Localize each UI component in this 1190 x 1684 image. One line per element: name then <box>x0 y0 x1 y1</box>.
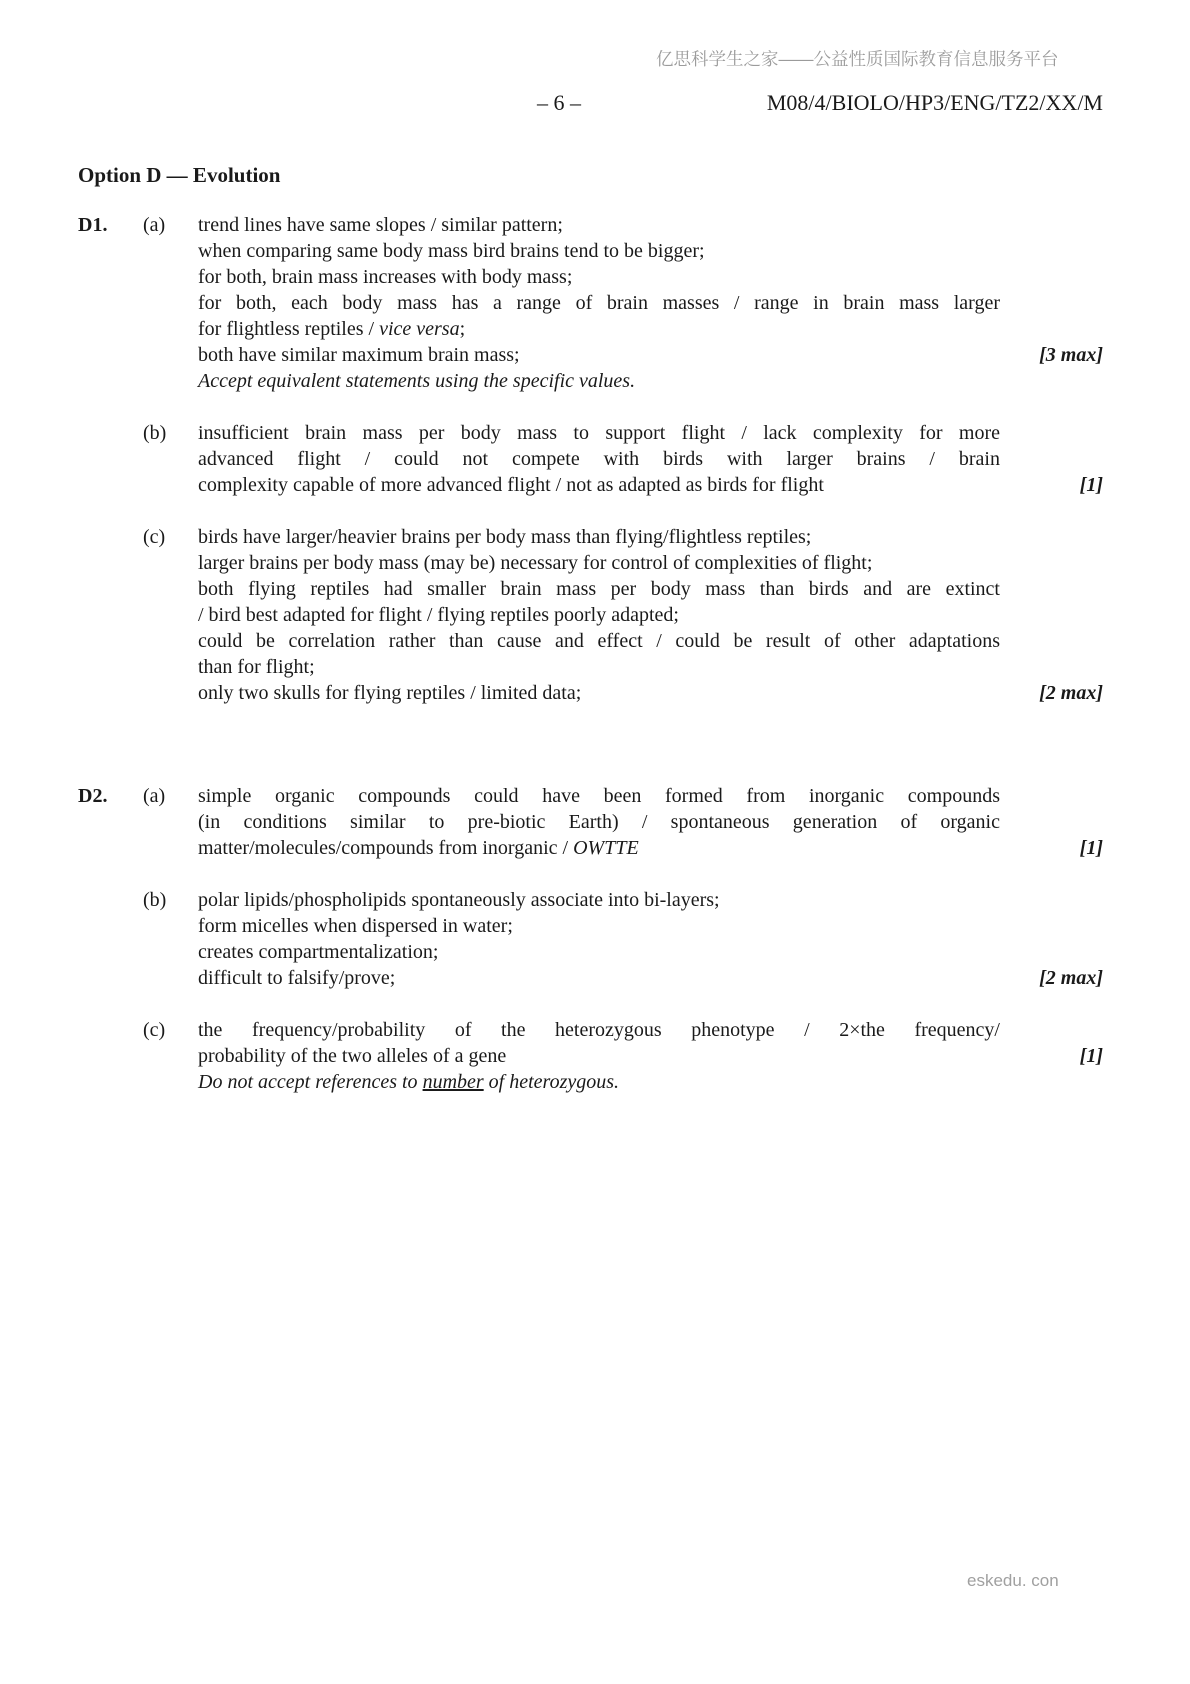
answer-part <box>143 524 1103 706</box>
answer-segment: advanced flight / could not compete with birds with larger brains / brain <box>198 448 1000 470</box>
answer-line <box>198 550 1103 576</box>
question <box>78 212 1103 732</box>
answer-line <box>198 342 1103 368</box>
answer-text <box>198 835 1000 861</box>
part-letter: (c) <box>143 526 166 548</box>
answer-segment: both have similar maximum brain mass; <box>198 344 520 366</box>
answer-part <box>143 887 1103 991</box>
answer-segment: both flying reptiles had smaller brain mass per body mass than birds and are extinct <box>198 578 1000 600</box>
answer-text <box>198 212 1000 238</box>
answer-text <box>198 472 1000 498</box>
mark-badge: [1] <box>1079 1045 1103 1067</box>
answer-text <box>198 1043 1000 1069</box>
answer-line <box>198 420 1103 446</box>
answer-line <box>198 887 1103 913</box>
answer-line <box>198 290 1103 316</box>
answer-line <box>198 238 1103 264</box>
answer-segment: vice versa <box>379 318 460 340</box>
answer-text <box>198 680 1000 706</box>
answer-text <box>198 783 1000 809</box>
part-answers <box>198 783 1103 861</box>
answer-segment: trend lines have same slopes / similar pattern; <box>198 214 563 236</box>
answer-segment: larger brains per body mass (may be) necessary for control of complexities of flight; <box>198 552 873 574</box>
answer-segment: insufficient brain mass per body mass to support flight / lack complexity for more <box>198 422 1000 444</box>
answer-part <box>143 783 1103 861</box>
answer-segment: (in conditions similar to pre-biotic Earth) / spontaneous generation of organic <box>198 811 1000 833</box>
answer-text <box>198 939 1000 965</box>
answer-line <box>198 654 1103 680</box>
question <box>78 783 1103 1121</box>
header-site-note: 亿思科学生之家——公益性质国际教育信息服务平台 <box>656 49 1059 69</box>
answer-text <box>198 446 1000 472</box>
part-letter: (b) <box>143 889 167 911</box>
question-number: D1. <box>78 214 108 236</box>
mark-badge: [2 max] <box>1039 967 1103 989</box>
part-answers <box>198 1017 1103 1095</box>
question-parts <box>143 783 1103 1121</box>
answer-text <box>198 524 1000 550</box>
watermark: eskedu. con <box>967 1571 1059 1590</box>
answer-text <box>198 913 1000 939</box>
mark-badge: [1] <box>1079 474 1103 496</box>
part-answers <box>198 524 1103 706</box>
question-number: D2. <box>78 785 108 807</box>
answer-line <box>198 1017 1103 1043</box>
answer-text <box>198 809 1000 835</box>
questions <box>78 212 1103 1121</box>
answer-segment: only two skulls for flying reptiles / limited data; <box>198 682 582 704</box>
answer-line <box>198 939 1103 965</box>
answer-segment: birds have larger/heavier brains per body mass than flying/flightless reptiles; <box>198 526 812 548</box>
paper-code: M08/4/BIOLO/HP3/ENG/TZ2/XX/M <box>766 90 1103 115</box>
answer-segment: for flightless reptiles / <box>198 318 380 340</box>
answer-text <box>198 264 1000 290</box>
answer-text <box>198 290 1000 316</box>
answer-segment: Do not accept references to <box>198 1071 423 1093</box>
answer-segment: Accept equivalent statements using the specific values. <box>198 370 636 392</box>
markscheme-content <box>78 162 1103 1172</box>
answer-segment: of heterozygous. <box>483 1071 620 1093</box>
answer-text <box>198 550 1000 576</box>
answer-line <box>198 368 1103 394</box>
answer-text <box>198 965 1000 991</box>
answer-line <box>198 472 1103 498</box>
answer-part <box>143 212 1103 394</box>
answer-line <box>198 602 1103 628</box>
answer-text <box>198 1017 1000 1043</box>
answer-segment: / bird best adapted for flight / flying reptiles poorly adapted; <box>198 604 679 626</box>
answer-text <box>198 316 1000 342</box>
answer-segment: creates compartmentalization; <box>198 941 439 963</box>
answer-text <box>198 342 1000 368</box>
page-number: – 6 – <box>537 90 581 115</box>
part-letter: (a) <box>143 785 166 807</box>
part-letter: (c) <box>143 1019 166 1041</box>
answer-text <box>198 887 1000 913</box>
answer-segment: simple organic compounds could have been formed from inorganic compounds <box>198 785 1000 807</box>
answer-text <box>198 576 1000 602</box>
answer-line <box>198 446 1103 472</box>
answer-part <box>143 420 1103 498</box>
answer-line <box>198 212 1103 238</box>
question-parts <box>143 212 1103 732</box>
answer-segment: difficult to falsify/prove; <box>198 967 396 989</box>
answer-line <box>198 965 1103 991</box>
part-answers <box>198 887 1103 991</box>
answer-text <box>198 654 1000 680</box>
answer-text <box>198 602 1000 628</box>
answer-line <box>198 680 1103 706</box>
answer-text <box>198 420 1000 446</box>
answer-text <box>198 238 1000 264</box>
part-letter: (a) <box>143 214 166 236</box>
answer-segment: ; <box>459 318 466 340</box>
answer-segment: for both, brain mass increases with body mass; <box>198 266 573 288</box>
mark-badge: [1] <box>1079 837 1103 859</box>
part-answers <box>198 212 1103 394</box>
answer-segment: polar lipids/phospholipids spontaneously associate into bi-layers; <box>198 889 720 911</box>
answer-segment: could be correlation rather than cause and effect / could be result of other adaptations <box>198 630 1000 652</box>
answer-segment: OWTTE <box>573 837 639 859</box>
answer-segment: when comparing same body mass bird brains tend to be bigger; <box>198 240 705 262</box>
answer-line <box>198 524 1103 550</box>
part-letter: (b) <box>143 422 167 444</box>
part-answers <box>198 420 1103 498</box>
answer-line <box>198 783 1103 809</box>
answer-segment: matter/molecules/compounds from inorganic / <box>198 837 574 859</box>
answer-segment: number <box>422 1071 484 1093</box>
answer-line <box>198 576 1103 602</box>
answer-line <box>198 1043 1103 1069</box>
answer-segment: complexity capable of more advanced flight / not as adapted as birds for flight <box>198 474 824 496</box>
mark-badge: [2 max] <box>1039 682 1103 704</box>
answer-line <box>198 835 1103 861</box>
answer-text <box>198 368 1000 394</box>
answer-text <box>198 1069 1000 1095</box>
section-heading: Option D — Evolution <box>78 163 281 187</box>
answer-line <box>198 264 1103 290</box>
answer-part <box>143 1017 1103 1095</box>
answer-segment: the frequency/probability of the heterozygous phenotype / 2×the frequency/ <box>198 1019 1000 1041</box>
answer-line <box>198 628 1103 654</box>
answer-segment: form micelles when dispersed in water; <box>198 915 513 937</box>
mark-badge: [3 max] <box>1039 344 1103 366</box>
answer-line <box>198 913 1103 939</box>
answer-line <box>198 1069 1103 1095</box>
answer-segment: than for flight; <box>198 656 315 678</box>
answer-segment: probability of the two alleles of a gene <box>198 1045 507 1067</box>
answer-line <box>198 809 1103 835</box>
answer-line <box>198 316 1103 342</box>
answer-segment: for both, each body mass has a range of brain masses / range in brain mass larger <box>198 292 1000 314</box>
answer-text <box>198 628 1000 654</box>
